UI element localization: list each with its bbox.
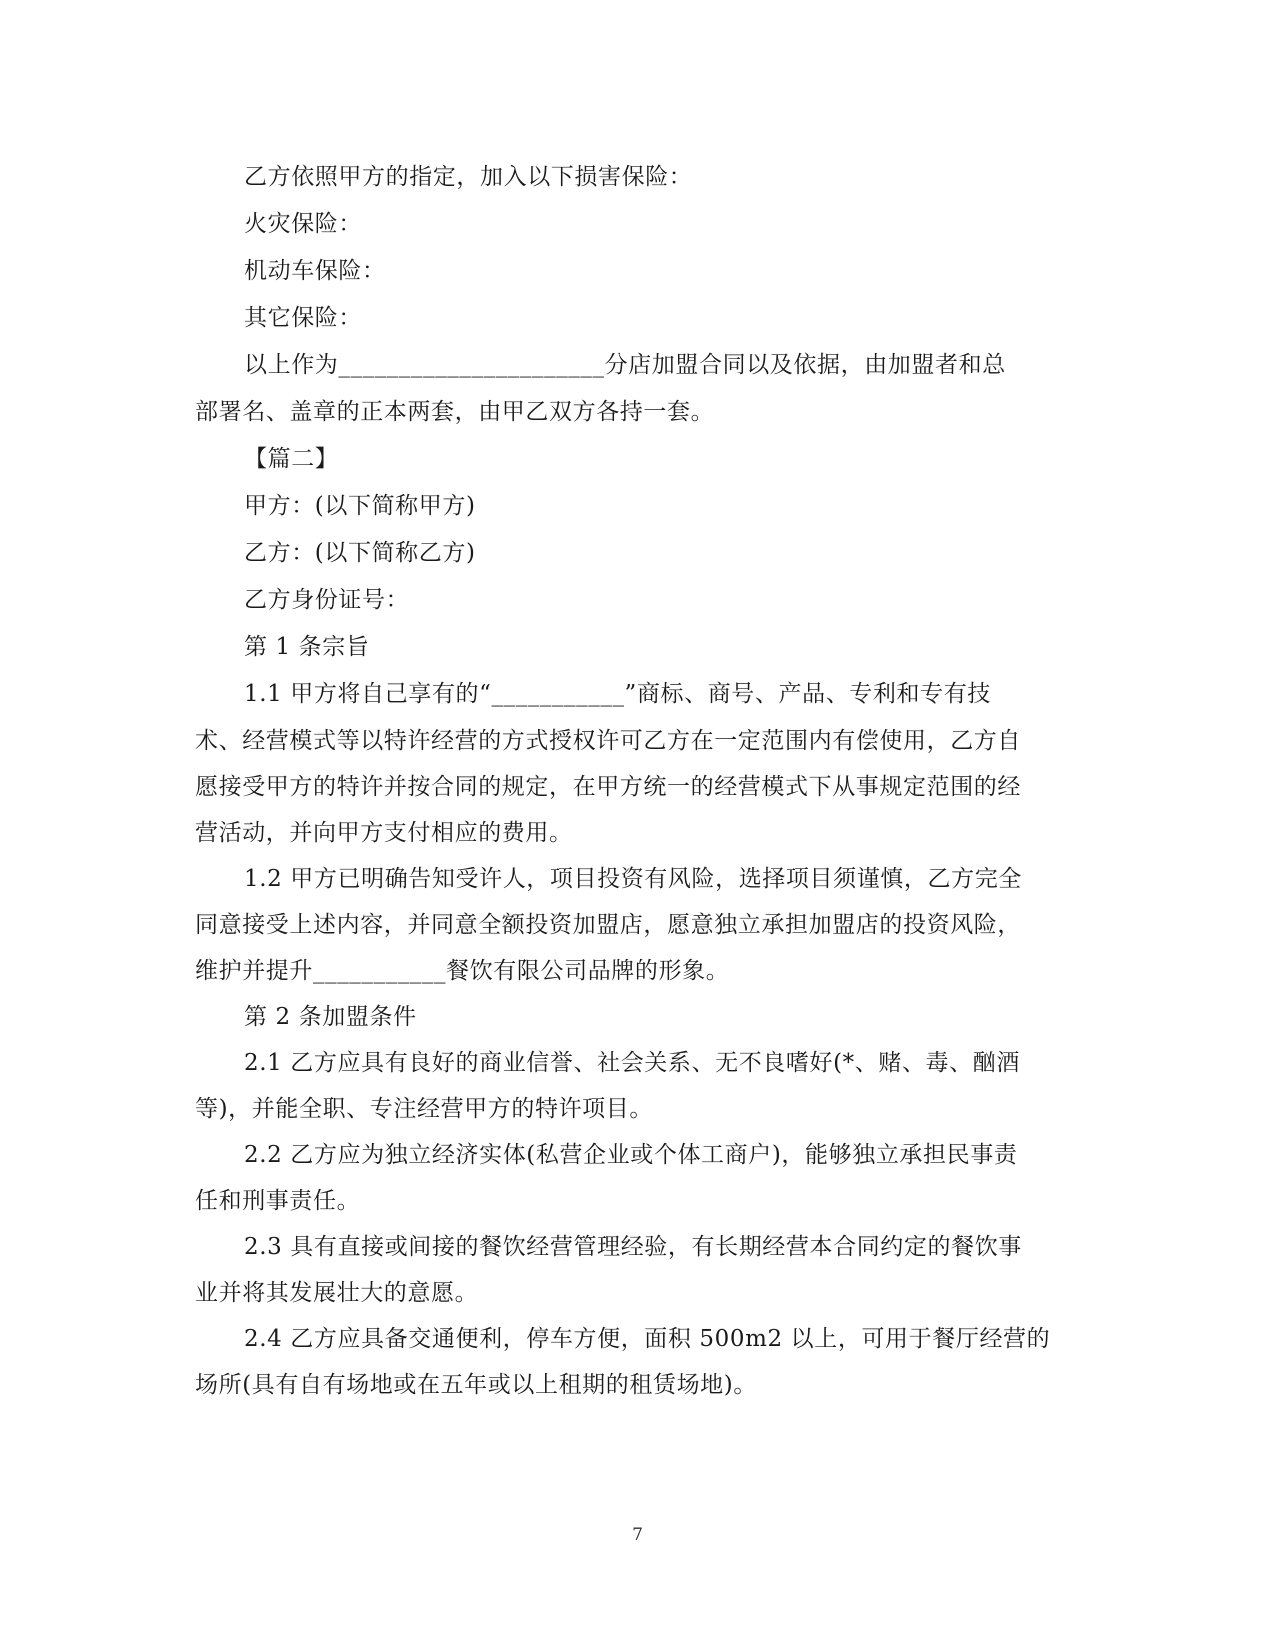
paragraph-line: 愿接受甲方的特许并按合同的规定，在甲方统一的经营模式下从事规定范围的经 bbox=[195, 774, 1021, 800]
paragraph-line: 维护并提升___________餐饮有限公司品牌的形象。 bbox=[195, 958, 730, 984]
paragraph-line: 1.2 甲方已明确告知受许人，项目投资有风险，选择项目须谨慎，乙方完全 bbox=[244, 866, 1022, 892]
paragraph-line: 2.2 乙方应为独立经济实体(私营企业或个体工商户)，能够独立承担民事责 bbox=[244, 1142, 1018, 1168]
paragraph-line: 2.4 乙方应具备交通便利，停车方便，面积 500m2 以上，可用于餐厅经营的 bbox=[244, 1326, 1051, 1352]
paragraph-line: 其它保险： bbox=[244, 305, 362, 331]
paragraph-line: 2.3 具有直接或间接的餐饮经营管理经验，有长期经营本合同约定的餐饮事 bbox=[244, 1234, 1022, 1260]
paragraph-line: 场所(具有自有场地或在五年或以上租期的租赁场地)。 bbox=[195, 1372, 757, 1398]
paragraph-line: 部署名、盖章的正本两套，由甲乙双方各持一套。 bbox=[195, 399, 715, 425]
paragraph-line: 任和刑事责任。 bbox=[195, 1188, 361, 1214]
paragraph-line: 等)，并能全职、专注经营甲方的特许项目。 bbox=[195, 1096, 653, 1122]
paragraph-line: 1.1 甲方将自己享有的“___________”商标、商号、产品、专利和专有技 bbox=[244, 681, 991, 707]
paragraph-line: 以上作为______________________分店加盟合同以及依据，由加盟者和总 bbox=[244, 352, 1006, 378]
section-heading: 【篇二】 bbox=[244, 446, 339, 472]
paragraph-line: 乙方：(以下简称乙方) bbox=[244, 540, 476, 566]
paragraph-line: 2.1 乙方应具有良好的商业信誉、社会关系、无不良嗜好(*、赌、毒、酗酒 bbox=[244, 1050, 1020, 1076]
paragraph-line: 业并将其发展壮大的意愿。 bbox=[195, 1280, 479, 1306]
article-heading: 第 1 条宗旨 bbox=[244, 634, 370, 660]
page-number: 7 bbox=[632, 1525, 643, 1545]
paragraph-line: 乙方依照甲方的指定，加入以下损害保险： bbox=[244, 164, 693, 190]
paragraph-line: 乙方身份证号： bbox=[244, 587, 410, 613]
article-heading: 第 2 条加盟条件 bbox=[244, 1004, 417, 1030]
paragraph-line: 火灾保险： bbox=[244, 211, 362, 237]
paragraph-line: 营活动，并向甲方支付相应的费用。 bbox=[195, 820, 573, 846]
paragraph-line: 同意接受上述内容，并同意全额投资加盟店，愿意独立承担加盟店的投资风险， bbox=[195, 912, 1021, 938]
paragraph-line: 甲方：(以下简称甲方) bbox=[244, 493, 476, 519]
paragraph-line: 机动车保险： bbox=[244, 258, 386, 284]
paragraph-line: 术、经营模式等以特许经营的方式授权许可乙方在一定范围内有偿使用，乙方自 bbox=[195, 728, 1021, 754]
